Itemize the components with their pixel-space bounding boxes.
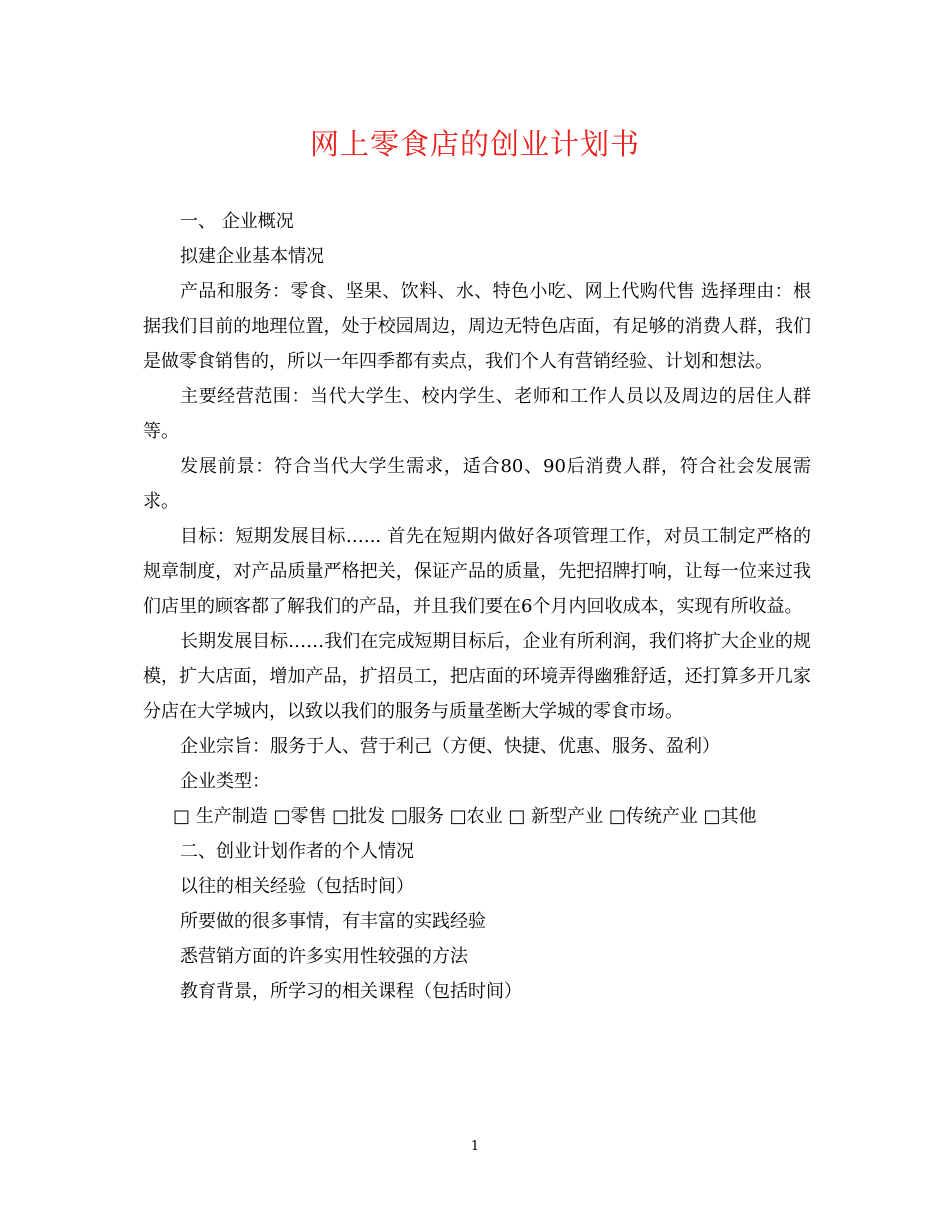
page-number: 1 <box>470 1139 480 1154</box>
section-heading-2: 二、创业计划作者的个人情况 <box>180 841 414 862</box>
section-heading-1: 一、 企业概况 <box>180 211 294 232</box>
document-body <box>143 204 811 1009</box>
paragraph: 发展前景：符合当代大学生需求，适合80、90后消费人群，符合社会发展需求。 <box>143 456 811 512</box>
document-title: 网上零食店的创业计划书 <box>309 127 640 161</box>
paragraph: 目标：短期发展目标.….. 首先在短期内做好各项管理工作，对员工制定严格的规章制度，对产品质量严格把关，保证产品的质量，先把招牌打响，让每一位来过我们店里的顾客都了解我们的产品，并且我们要在6个月内回收成本，实现有所收益。 <box>143 526 811 617</box>
paragraph: 以往的相关经验（包括时间） <box>180 876 414 897</box>
paragraph: 悉营销方面的许多实用性较强的方法 <box>180 946 468 967</box>
paragraph: 长期发展目标……我们在完成短期目标后，企业有所利润，我们将扩大企业的规模，扩大店面，增加产品，扩招员工，把店面的环境弄得幽雅舒适，还打算多开几家分店在大学城内，以致以我们的服务与质量垄断大学城的零食市场。 <box>143 631 811 722</box>
paragraph: 教育背景，所学习的相关课程（包括时间） <box>180 981 522 1002</box>
paragraph: 主要经营范围：当代大学生、校内学生、老师和工作人员以及周边的居住人群等。 <box>143 386 811 442</box>
paragraph: 所要做的很多事情，有丰富的实践经验 <box>180 911 486 932</box>
paragraph: 企业宗旨：服务于人、营于利己（方便、快捷、优惠、服务、盈利） <box>180 736 720 757</box>
paragraph: 产品和服务：零食、坚果、饮料、水、特色小吃、网上代购代售 选择理由：根据我们目前的地理位置，处于校园周边，周边无特色店面，有足够的消费人群，我们是做零食销售的，所以一年四季都有卖点，我们个人有营销经验、计划和想法。 <box>143 281 811 372</box>
paragraph: 拟建企业基本情况 <box>180 246 324 267</box>
enterprise-type-options: □ 生产制造 □零售 □批发 □服务 □农业 □ 新型产业 □传统产业 □其他 <box>173 806 757 827</box>
paragraph: 企业类型： <box>180 771 270 792</box>
